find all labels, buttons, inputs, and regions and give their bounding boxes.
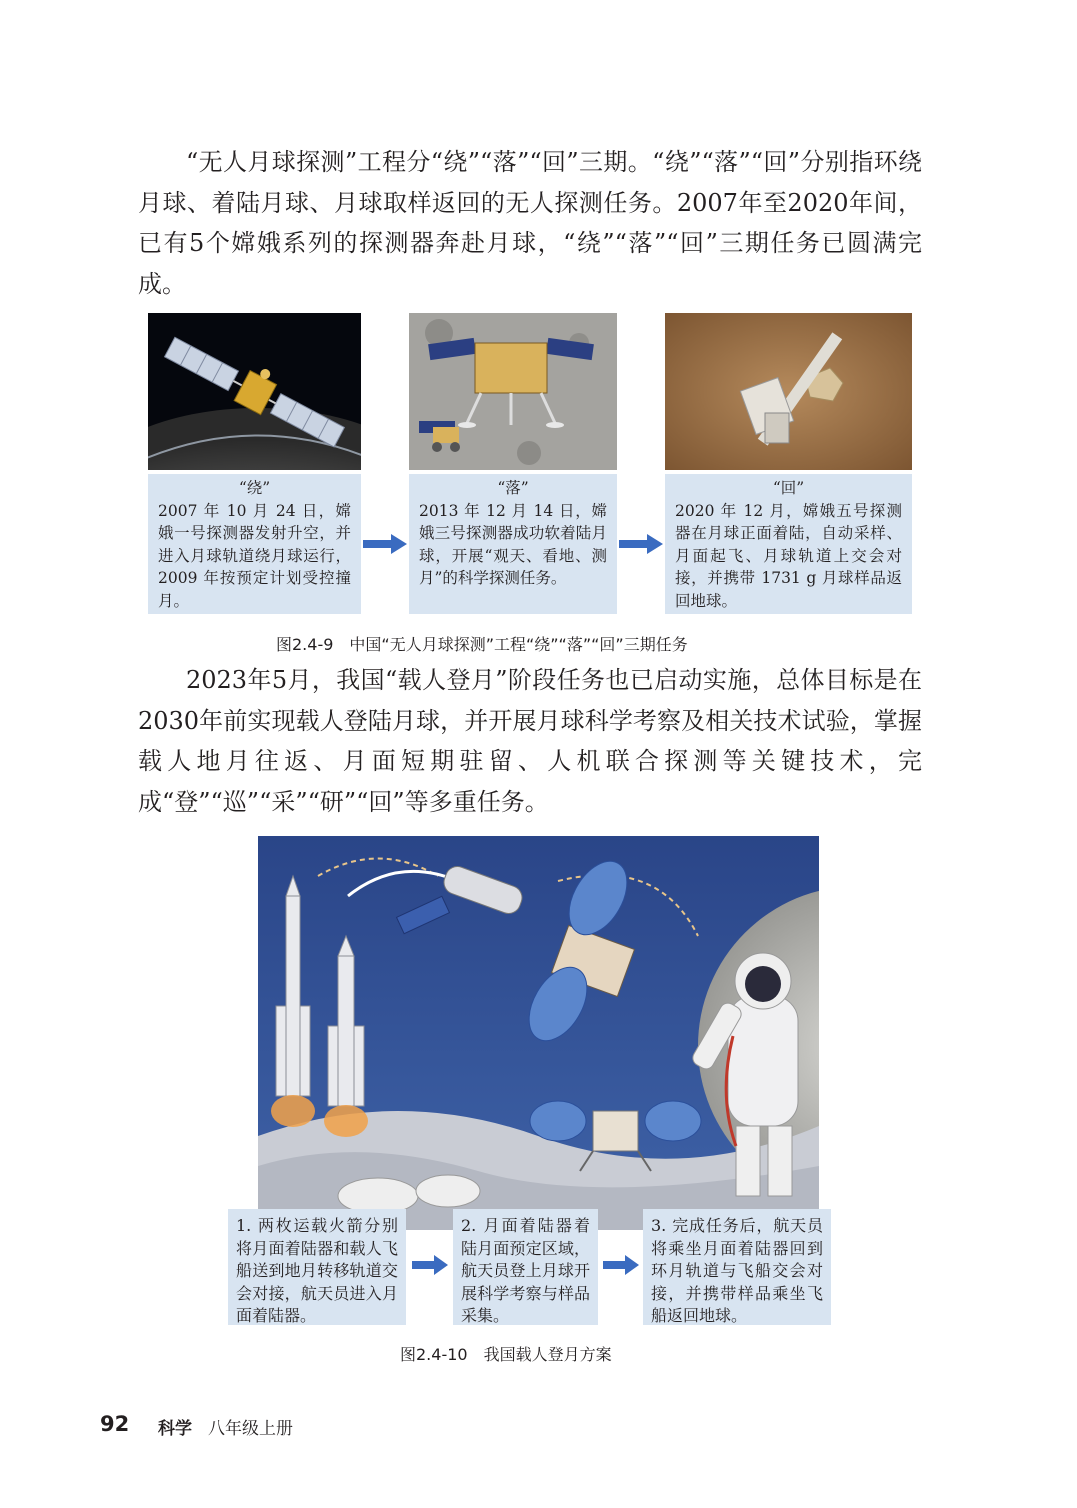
panel-land-heading: “落”	[497, 479, 529, 497]
step-1-box	[228, 1209, 406, 1325]
arrow-right-icon	[361, 532, 409, 556]
panel-return	[665, 474, 912, 614]
arrow-right-icon	[601, 1254, 641, 1276]
step-2-text: 2. 月面着陆器着陆月面预定区域，航天员登上月球开展科学考察与样品采集。	[461, 1216, 590, 1325]
arrow-right-icon	[410, 1254, 450, 1276]
figure-10-caption: 图2.4-10 我国载人登月方案	[400, 1345, 612, 1364]
crewed-landing-illustration	[258, 836, 819, 1230]
step-3-text: 3. 完成任务后，航天员将乘坐月面着陆器回到环月轨道与飞船交会对接，并携带样品乘坐飞船返回地球。	[651, 1216, 823, 1325]
photo-orbiter	[148, 313, 361, 470]
step-1-text: 1. 两枚运载火箭分别将月面着陆器和载人飞船送到地月转移轨道交会对接，航天员进入月面着陆器。	[236, 1216, 398, 1325]
panel-return-heading: “回”	[772, 479, 805, 497]
panel-orbit-text: 2007 年 10 月 24 日，嫦娥一号探测器发射升空，并进入月球轨道绕月球运行，2009 年按预定计划受控撞月。	[158, 501, 351, 610]
paragraph-1: “无人月球探测”工程分“绕”“落”“回”三期。“绕”“落”“回”分别指环绕月球、着陆月球、月球取样返回的无人探测任务。2007年至2020年间，已有5个嫦娥系列的探测器奔赴月球，“绕”“落”“回”三期任务已圆满完成。	[138, 148, 922, 298]
step-3-box	[643, 1209, 831, 1325]
panel-orbit-heading: “绕”	[238, 479, 271, 497]
page-number: 92	[100, 1412, 130, 1436]
panel-land-text: 2013 年 12 月 14 日，嫦娥三号探测器成功软着陆月球，开展“观天、看地、测月”的科学探测任务。	[419, 501, 607, 587]
panel-orbit	[148, 474, 361, 614]
volume-label: 八年级上册	[208, 1419, 293, 1439]
photo-sampler	[665, 313, 912, 470]
step-2-box	[453, 1209, 598, 1325]
panel-land	[409, 474, 617, 614]
paragraph-2: 2023年5月，我国“载人登月”阶段任务也已启动实施，总体目标是在2030年前实现载人登陆月球，并开展月球科学考察及相关技术试验，掌握载人地月往返、月面短期驻留、人机联合探测等关键技术，完成“登”“巡”“采”“研”“回”等多重任务。	[138, 666, 922, 816]
panel-return-text: 2020 年 12 月，嫦娥五号探测器在月球正面着陆，自动采样、月面起飞、月球轨道上交会对接，并携带 1731 g 月球样品返回地球。	[675, 501, 902, 610]
figure-9-caption: 图2.4-9 中国“无人月球探测”工程“绕”“落”“回”三期任务	[276, 635, 688, 654]
subject-label: 科学	[158, 1419, 192, 1439]
intro-paragraph	[138, 142, 922, 304]
crewed-paragraph	[138, 660, 922, 822]
arrow-right-icon	[617, 532, 665, 556]
photo-lander	[409, 313, 617, 470]
